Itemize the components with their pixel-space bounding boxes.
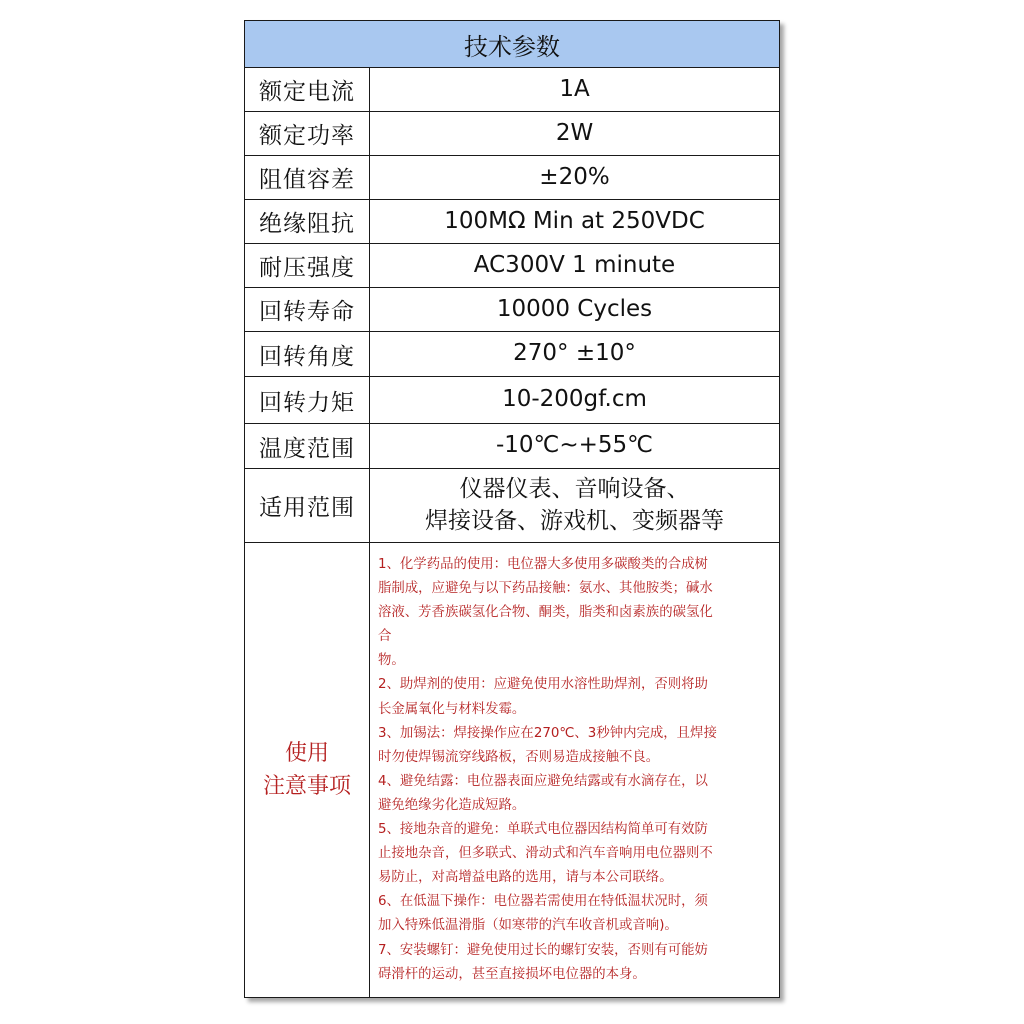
table-row bbox=[245, 332, 779, 377]
note-line: 加入特殊低温滑脂（如寒带的汽车收音机或音响)。 bbox=[378, 918, 678, 934]
row-value: AC300V 1 minute bbox=[473, 251, 676, 278]
note-line: 脂制成，应避免与以下药品接触：氨水、其他胺类；碱水 bbox=[378, 581, 713, 597]
row-value bbox=[370, 469, 779, 542]
row-label: 耐压强度 bbox=[245, 244, 370, 287]
usage-label-line-1: 使用 bbox=[284, 741, 329, 766]
table-row bbox=[245, 68, 779, 112]
note-line: 碍滑杆的运动，甚至直接损坏电位器的本身。 bbox=[378, 966, 646, 982]
table-row bbox=[245, 288, 779, 332]
row-label: 额定电流 bbox=[245, 68, 370, 111]
row-value: 1A bbox=[559, 75, 590, 102]
note-line: 时勿使焊锡流穿线路板，否则易造成接触不良。 bbox=[378, 749, 660, 765]
note-line: 长金属氧化与材料发霉。 bbox=[378, 701, 526, 717]
row-value: 100MΩ Min at 250VDC bbox=[444, 207, 705, 234]
table-row bbox=[245, 424, 779, 469]
row-label: 额定功率 bbox=[245, 112, 370, 155]
row-value: 10-200gf.cm bbox=[502, 386, 647, 413]
row-value: 2W bbox=[555, 119, 594, 146]
table-row bbox=[245, 156, 779, 200]
note-line: 物。 bbox=[378, 653, 405, 669]
usage-notes bbox=[378, 553, 773, 997]
note-line: 3、加锡法：焊接操作应在270℃、3秒钟内完成，且焊接 bbox=[378, 725, 717, 741]
row-value: 270° ±10° bbox=[513, 340, 636, 367]
usage-label-line-2: 注意事项 bbox=[262, 774, 351, 799]
note-line: 易防止，对高增益电路的选用，请与本公司联络。 bbox=[378, 870, 673, 886]
row-label: 回转力矩 bbox=[245, 377, 370, 423]
note-line: 止接地杂音，但多联式、滑动式和汽车音响用电位器则不 bbox=[378, 846, 713, 862]
row-value: 10000 Cycles bbox=[496, 295, 653, 322]
note-line: 1、化学药品的使用：电位器大多使用多碳酸类的合成树 bbox=[378, 557, 708, 572]
application-line-2: 焊接设备、游戏机、变频器等 bbox=[425, 507, 724, 534]
note-line: 6、在低温下操作：电位器若需使用在特低温状况时，须 bbox=[378, 894, 708, 910]
table-row bbox=[245, 200, 779, 244]
spec-table bbox=[244, 20, 780, 998]
row-value: ±20% bbox=[539, 163, 610, 190]
application-line-1: 仪器仪表、音响设备、 bbox=[459, 476, 690, 503]
usage-notes-row bbox=[245, 543, 779, 997]
note-line: 合 bbox=[378, 629, 392, 645]
row-label: 绝缘阻抗 bbox=[245, 200, 370, 243]
note-line: 7、安装螺钉：避免使用过长的螺钉安装，否则有可能妨 bbox=[378, 942, 708, 958]
row-label: 适用范围 bbox=[245, 469, 370, 542]
table-row-application bbox=[245, 469, 779, 543]
note-line: 避免绝缘劣化造成短路。 bbox=[378, 797, 526, 813]
row-label: 阻值容差 bbox=[245, 156, 370, 199]
table-title: 技术参数 bbox=[245, 21, 779, 68]
row-label: 回转角度 bbox=[245, 332, 370, 376]
note-line: 4、避免结露：电位器表面应避免结露或有水滴存在，以 bbox=[378, 773, 708, 789]
row-label: 温度范围 bbox=[245, 424, 370, 468]
usage-label bbox=[245, 543, 370, 997]
row-label: 回转寿命 bbox=[245, 288, 370, 331]
row-value: -10℃~+55℃ bbox=[495, 432, 654, 459]
note-line: 2、助焊剂的使用：应避免使用水溶性助焊剂，否则将助 bbox=[378, 677, 708, 693]
table-row bbox=[245, 377, 779, 424]
table-row bbox=[245, 112, 779, 156]
table-row bbox=[245, 244, 779, 288]
note-line: 5、接地杂音的避免：单联式电位器因结构简单可有效防 bbox=[378, 822, 708, 838]
note-line: 溶液、芳香族碳氢化合物、酮类，脂类和卤素族的碳氢化 bbox=[378, 605, 713, 621]
